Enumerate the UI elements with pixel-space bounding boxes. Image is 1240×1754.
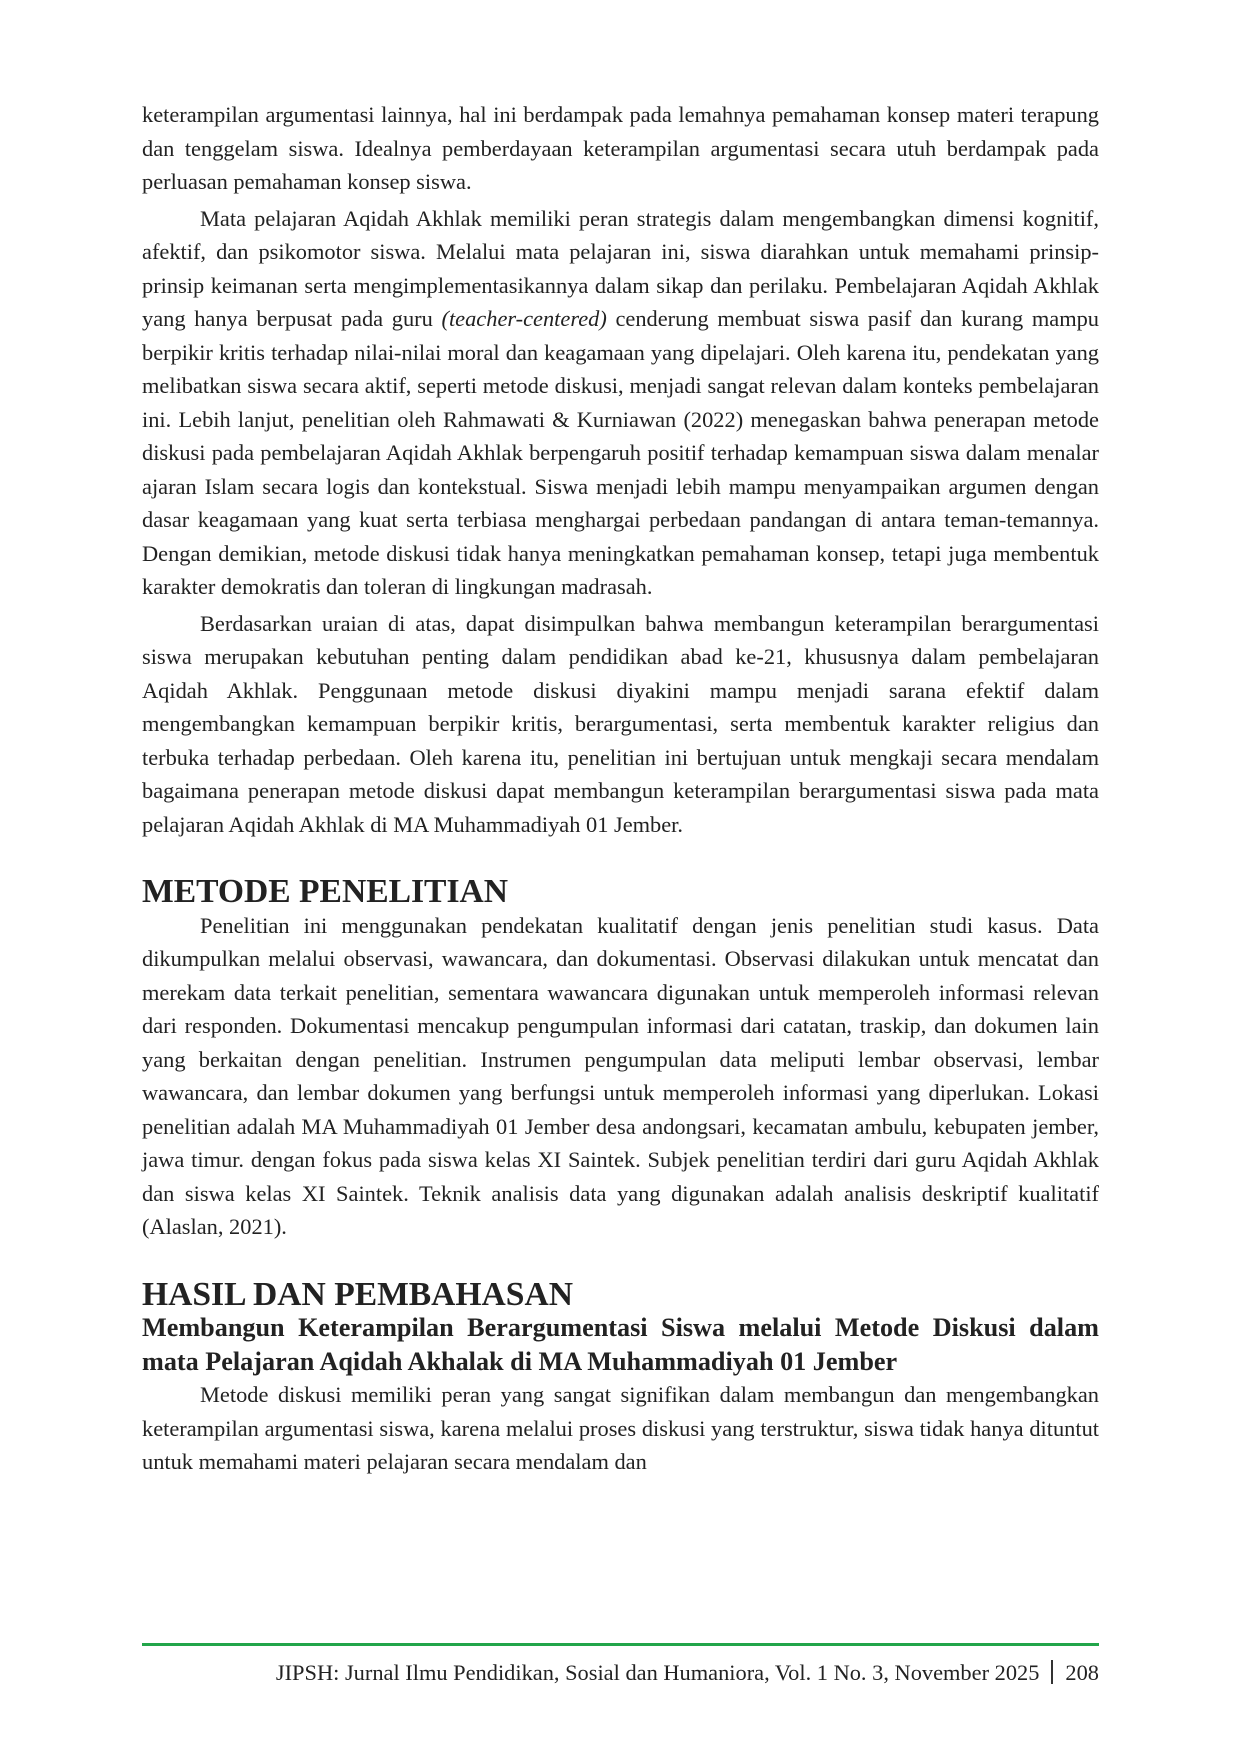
paragraph-conclusion: Berdasarkan uraian di atas, dapat disimpulkan bahwa membangun keterampilan berargumentasi siswa merupakan kebutuhan penting dalam pendidikan abad ke-21, khususnya dalam pembelajaran Aqidah Akhlak. Penggunaan metode diskusi diyakini mampu menjadi sarana efektif dalam mengembangkan kemampuan berpikir kritis, berargumentasi, serta membentuk karakter religius dan terbuka terhadap perbedaan. Oleh karena itu, penelitian ini bertujuan untuk mengkaji secara mendalam bagaimana penerapan metode diskusi dapat membangun keterampilan berargumentasi siswa pada mata pelajaran Aqidah Akhlak di MA Muhammadiyah 01 Jember. bbox=[142, 610, 1099, 837]
article-body bbox=[142, 98, 1099, 1479]
paragraph-text: cenderung membuat siswa pasif dan kurang mampu berpikir kritis terhadap nilai-nilai moral dan keagamaan yang dipelajari. Oleh karena itu, pendekatan yang melibatkan siswa secara aktif, seperti metode diskusi, menjadi sangat relevan dalam konteks pembelajaran ini. Lebih lanjut, penelitian oleh Rahmawati & Kurniawan (2022) menegaskan bahwa penerapan metode diskusi pada pembelajaran Aqidah Akhlak berpengaruh positif terhadap kemampuan siswa dalam menalar ajaran Islam secara logis dan kontekstual. Siswa menjadi lebih mampu menyampaikan argumen dengan dasar keagamaan yang kuat serta terbiasa menghargai perbedaan pandangan di antara teman-temannya. Dengan demikian, metode diskusi tidak hanya meningkatkan pemahaman konsep, tetapi juga membentuk karakter demokratis dan toleran di lingkungan madrasah. bbox=[142, 306, 1099, 599]
subsection-heading: Membangun Keterampilan Berargumentasi Siswa melalui Metode Diskusi dalam mata Pelajaran Aqidah Akhalak di MA Muhammadiyah 01 Jember bbox=[142, 1313, 1099, 1376]
footer-separator bbox=[1051, 1660, 1053, 1684]
intro-paragraph: keterampilan argumentasi lainnya, hal ini berdampak pada lemahnya pemahaman konsep materi terapung dan tenggelam siswa. Idealnya pemberdayaan keterampilan argumentasi secara utuh berdampak pada perluasan pemahaman konsep siswa. bbox=[142, 102, 1099, 194]
paragraph-text: Mata pelajaran Aqidah Akhlak memiliki peran strategis dalam mengembangkan dimensi kognitif, afektif, dan psikomotor siswa. Melalui mata pelajaran ini, siswa diarahkan untuk memahami prinsip-prinsip keimanan serta mengimplementasikannya dalam sikap dan perilaku. Pembelajaran Aqidah Akhlak yang hanya berpusat pada guru bbox=[142, 205, 1099, 331]
section-heading-methods: METODE PENELITIAN bbox=[142, 873, 509, 910]
paragraph-results: Metode diskusi memiliki peran yang sangat signifikan dalam membangun dan mengembangkan keterampilan argumentasi siswa, karena melalui proses diskusi yang terstruktur, siswa tidak hanya dituntut untuk memahami materi pelajaran secara mendalam dan bbox=[142, 1382, 1099, 1474]
page-footer bbox=[142, 1658, 1099, 1688]
paragraph-aqidah-akhlak bbox=[142, 202, 1099, 604]
section-heading-results: HASIL DAN PEMBAHASAN bbox=[142, 1275, 573, 1313]
page-number: 208 bbox=[1065, 1660, 1099, 1685]
paragraph-methods: Penelitian ini menggunakan pendekatan kualitatif dengan jenis penelitian studi kasus. Data dikumpulkan melalui observasi, wawancara, dan dokumentasi. Observasi dilakukan untuk mencatat dan merekam data terkait penelitian, sementara wawancara digunakan untuk memperoleh informasi relevan dari responden. Dokumentasi mencakup pengumpulan informasi dari catatan, traskip, dan dokumen lain yang berkaitan dengan penelitian. Instrumen pengumpulan data meliputi lembar observasi, lembar wawancara, dan lembar dokumen yang berfungsi untuk memperoleh informasi yang diperlukan. Lokasi penelitian adalah MA Muhammadiyah 01 Jember desa andongsari, kecamatan ambulu, kebupaten jember, jawa timur. dengan fokus pada siswa kelas XI Saintek. Subjek penelitian terdiri dari guru Aqidah Akhlak dan siswa kelas XI Saintek. Teknik analisis data yang digunakan adalah analisis deskriptif kualitatif (Alaslan, 2021). bbox=[142, 912, 1099, 1239]
italic-term: (teacher-centered) bbox=[441, 306, 607, 331]
journal-citation: JIPSH: Jurnal Ilmu Pendidikan, Sosial dan Humaniora, Vol. 1 No. 3, November 2025 bbox=[275, 1660, 1040, 1685]
footer-rule bbox=[142, 1643, 1099, 1646]
